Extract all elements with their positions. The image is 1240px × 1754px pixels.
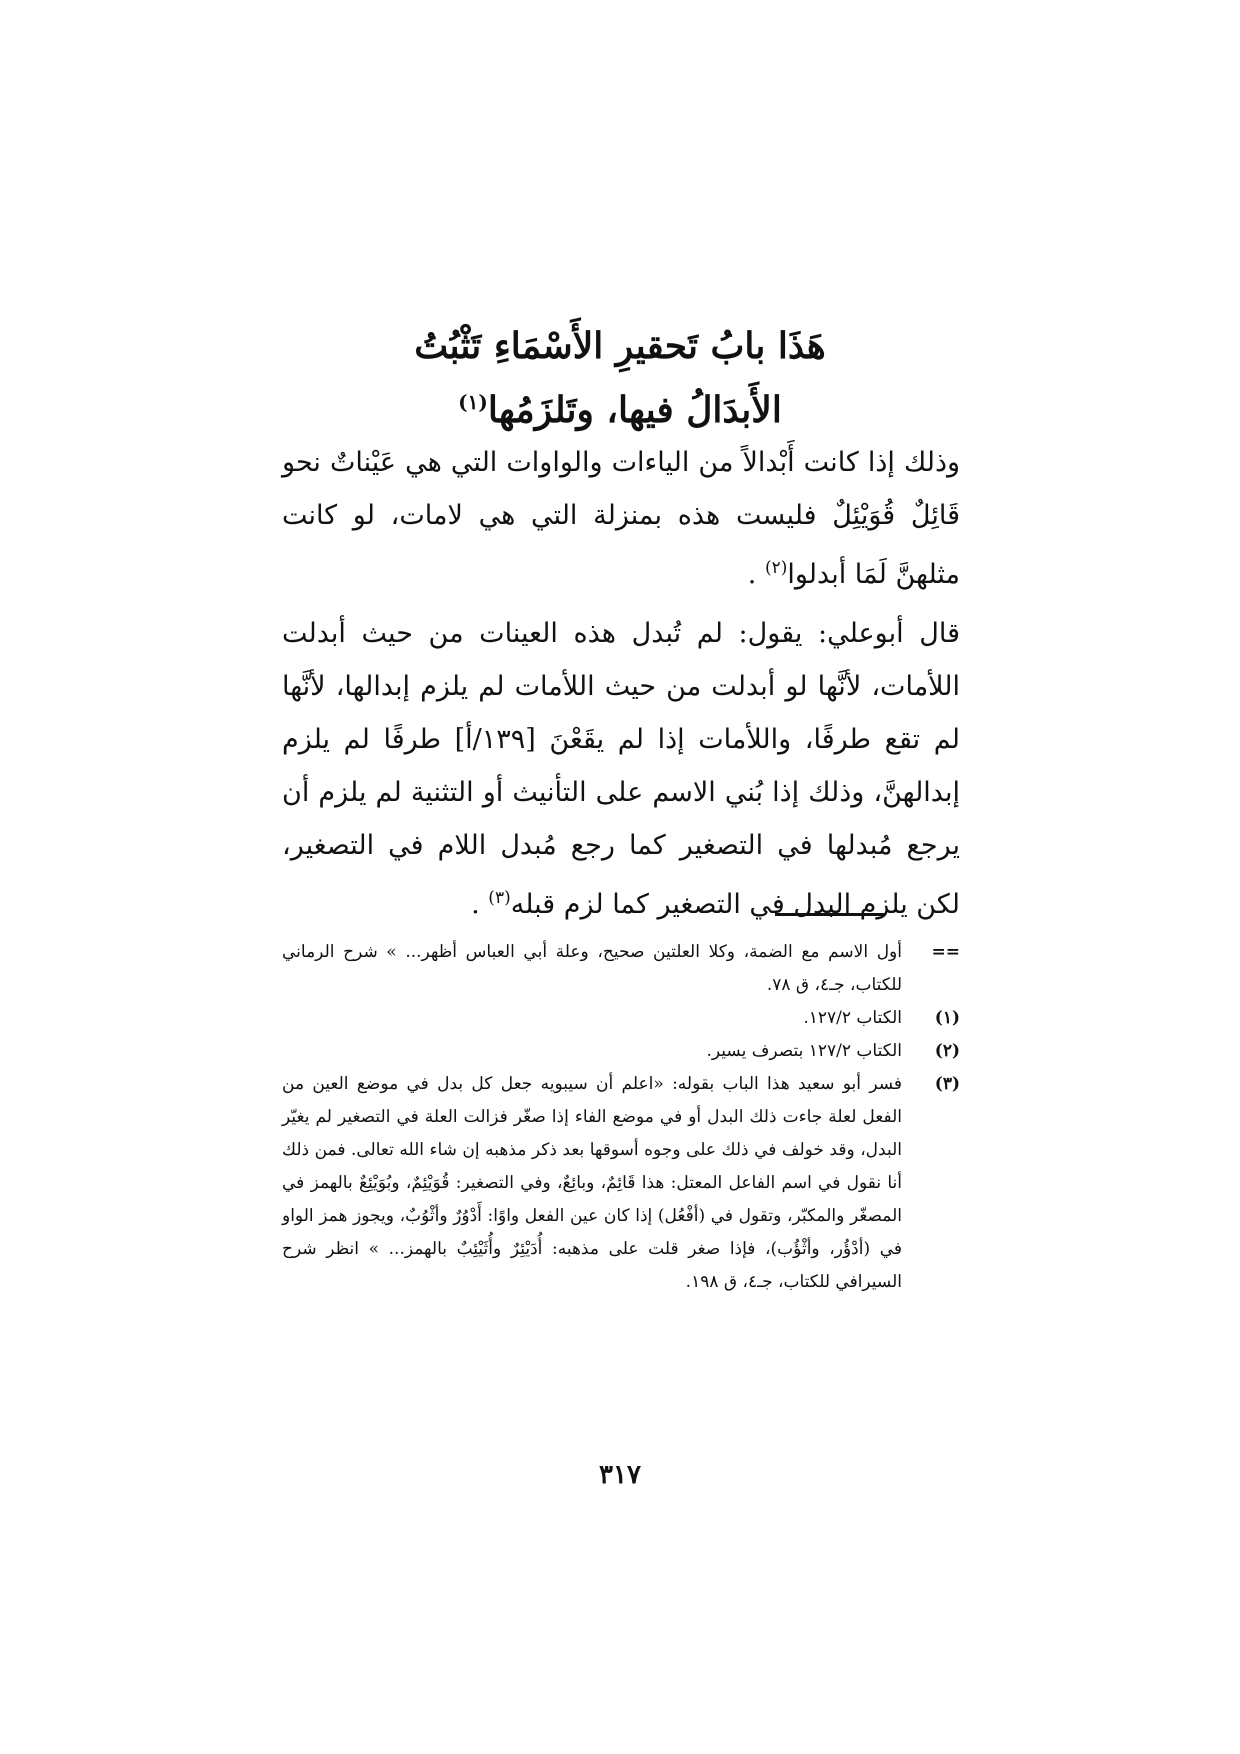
paragraph-1-text: وذلك إذا كانت أَبْدالاً من الياءات والواوات التي هي عَيْناتٌ نحو قَائِلٌ قُوَيْئِلٌ فليست هذه بمنزلة التي هي لامات، لو كانت مثلهنَّ لَمَا أبدلوا (282, 447, 960, 590)
heading-line-2 (280, 374, 960, 438)
footnote-1 (282, 1002, 960, 1035)
footnote-text: أول الاسم مع الضمة، وكلا العلتين صحيح، وعلة أبي العباس أظهر... » شرح الرماني للكتاب، جـ٤، ق ٧٨. (282, 942, 902, 995)
heading-footnote-ref: (١) (458, 390, 488, 414)
page-number: ٣١٧ (599, 1460, 641, 1490)
paragraph-1-end: . (747, 559, 757, 590)
paragraph-1 (282, 436, 960, 601)
paragraph-2 (282, 607, 960, 931)
footnote-text: فسر أبو سعيد هذا الباب بقوله: «اعلم أن سيبويه جعل كل بدل في موضع العين من الفعل لعلة جاءت ذلك البدل أو في موضع الفاء إذا صغّر فزالت العلة في التصغير لم يغيّر البدل، وقد خولف في ذلك على وجوه أسوقها بعد ذكر مذهبه إن شاء الله تعالى. فمن ذلك أنا نقول في اسم الفاعل المعتل: هذا قَائِمٌ، وبائِعٌ، وفي التصغير: قُوَيْئِمٌ، وبُوَيْئِعٌ بالهمز في المصغّر والمكبّر، وتقول في (أفْعُل) إذا كان عين الفعل واوًا: أَدْوُرٌ وأثْوُبٌ، ويجوز همز الواو في (أدْؤُر، وأثْؤُب)، فإذا صغر قلت على مذهبه: أُدَيْئِرٌ وأُثَيْئِبٌ بالهمز... » انظر شرح السيرافي للكتاب، جـ٤، ق ١٩٨. (282, 1074, 902, 1292)
main-text (282, 436, 960, 931)
footnote-3 (282, 1068, 960, 1299)
footnote-marker: (٢) (934, 1041, 960, 1061)
paragraph-2-text: قال أبوعلي: يقول: لم تُبدل هذه العينات من حيث أبدلت اللأمات، لأنَّها لو أبدلت من حيث اللأمات لم يلزم إبدالها، لأنَّها لم تقع طرفًا، واللأمات إذا لم يقَعْنَ [١٣٩/أ] طرفًا لم يلزم إبدالهنَّ، وذلك إذا بُني الاسم على التأنيث أو التثنية لم يلزم أن يرجع مُبدلها في التصغير كما رجع مُبدل اللام في التصغير، لكن يلزم البدل في التصغير كما لزم قبله (282, 618, 960, 920)
footnote-continued (282, 936, 960, 1002)
heading-line-1: هَذَا بابُ تَحقيرِ الأَسْمَاءِ تَثْبُتُ (414, 325, 826, 367)
footnote-marker: (١) (934, 1008, 960, 1028)
footnote-2 (282, 1035, 960, 1068)
footnote-marker: == (931, 942, 960, 962)
chapter-heading (280, 318, 960, 438)
footnote-separator (775, 913, 885, 916)
heading-line-2-text: الأَبدَالُ فيها، وتَلزَمُها (487, 389, 782, 431)
paragraph-1-footnote-ref: (٢) (764, 558, 788, 578)
footnote-text: الكتاب ١٢٧/٢ بتصرف يسير. (706, 1041, 902, 1061)
footnote-text: الكتاب ١٢٧/٢. (803, 1008, 902, 1028)
footnotes (282, 936, 960, 1299)
paragraph-2-footnote-ref: (٣) (488, 888, 511, 908)
footnote-marker: (٣) (934, 1074, 960, 1094)
paragraph-2-end: . (471, 889, 480, 920)
